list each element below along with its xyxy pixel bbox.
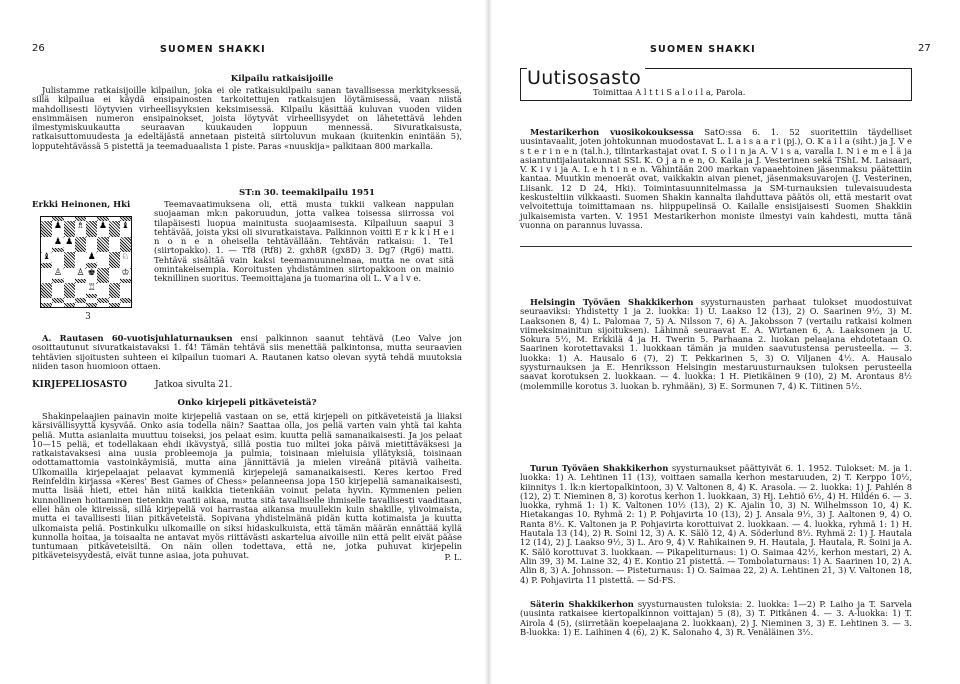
kirjepeli-section — [32, 380, 462, 562]
banner-title: Uutisosasto — [527, 67, 645, 89]
news-divider-1 — [520, 246, 912, 247]
news-banner — [520, 68, 912, 101]
board-square — [109, 283, 120, 298]
chess-piece: ♟ — [53, 236, 62, 247]
kirjepeli-heading: KIRJEPELIOSASTO — [32, 380, 127, 390]
page-number-right: 27 — [918, 43, 931, 54]
chess-piece: ♝ — [121, 221, 130, 232]
board-square — [97, 303, 108, 307]
board-square — [41, 237, 52, 252]
board-square — [86, 268, 97, 283]
board-square — [64, 303, 75, 307]
kirjepeli-title: Onko kirjepeli pitkäveteistä? — [177, 398, 317, 408]
news-lead: Turun Työväen Shakkikerhon — [530, 463, 669, 473]
kirjepeli-signature: P. L. — [444, 551, 462, 562]
board-square — [41, 221, 52, 236]
chess-piece: ♟ — [98, 221, 107, 232]
board-square — [109, 268, 120, 283]
kirjepeli-paragraph: Shakinpelaajien painavin moite kirjepeliä vastaan on se, että kirjepeli on pitkäveteistä ja liiaksi kärsivällisyyttä kysyvää. Onko asia todella näin? Saattaa olla, jos peliä varten vain yhtä tai kahta peliä. Mutta asianlaita muuttuu toiseksi, jos pelaat esim. kuutta peliä samanaikaisesti. Ja jos pelaat 10—15 peliä, et todellakaan ehdi ikävystyä, sillä postia tuo miltei joka päivä mietittäväksesi ja ratkaistavaksesi aina uusia probleemoja ja pulmia, toisinaan mieluisia yllätyksiä, toisinaan odottamattomia vastoinkäymisiä, mutta aina jännittäviä ja mielen vireänä pitäviä vaiheita. Ulkomailla kirjepelaajat pelaavat kymmeniä kirjepelejä samanaikaisesti. Keres kertoo Fred Reinfeldin kirjassa «Keres' Best Games of Chess» pelanneensa jopa 150 kirjepeliä samanaikaisesti, mutta lisää hieti, ettei hän niitä kaikkia tietenkään voinut pelata hyvin. Kymmenien pelien kunnollinen hoitaminen tietenkin vaatii aikaa, mutta sitä tavalliselle ihmiselle tavallisesti vaaditaan, ellei hän ole kiireissä, sillä kirjepeliä voi harrastaa aikansa muullekin kuin shakille, ylivoimaista, mutta ei tavallisesti liian pitkäveteistä. Sopivana yhdistelmänä pidän kutta kotimaista ja kuutta ulkomaista peliä. Postinkulku ulkomaille on siksi hidaskulkuista, että tämän määrän ennättää kyllä kunnolla hoitaa, ja toisaalta ne antavat myös riittävästi askartelua aivoille niin että pelit eivät pääse tuntumaan pitkäveteisiltä. On näin ollen todettava, että ne, jotka puhuvat kirjepelin pitkäveteisyydestä, eivät tunne asiaa, jota puhuvat. — [32, 411, 462, 561]
board-square — [86, 283, 97, 298]
news-item-turku — [520, 464, 912, 585]
chess-piece: ♟ — [87, 252, 96, 263]
board-square — [75, 252, 86, 267]
board-square — [64, 283, 75, 298]
board-square — [75, 221, 86, 236]
banner-subtitle: Toimittaa A l t t i S a l o i l a, Parola. — [593, 87, 746, 97]
board-square — [97, 221, 108, 236]
news-lead: Säterin Shakkikerhon — [530, 599, 634, 609]
chess-piece: ♟ — [53, 221, 62, 232]
chess-piece: ♖ — [87, 282, 96, 293]
news-text: syysturnaukset päättyivät 6. 1. 1952. Tulokset: M. ja 1. luokka: 1) A. Lehtinen 11 (13), voittaen samalla kerhon mestaruuden, 2) T. Kerppo 10½, kiinnitys 1. lk:n kiertopalkintoon, 3) V. Valtonen 8, 4) K. Arasola. — 2. luokka: 1) J. Pahlén 8 (12), 2) T. Nieminen 8, 3) korotus kerhon 1. luokkaan, 3) Hj. Lehtiö 6½, 4) H. Hildén 6. — 3. luokka, ryhmä 1: 1) K. Valtonen 10½ (13), 2) K. Ajalin 10, 3) N. Wilhelmsson 10, 4) K. Hietakangas 10. Ryhmä 2: 1) P. Pohjavirta 10 (13), 2) J. Ansala 9½, 3) J. Aaltonen 9, 4) O. Ranta 8½. K. Valtonen ja P. Pohjavirta korottuivat 2. luokkaan. — 4. luokka, ryhmä 1: 1) H. Hautala 13 (14), 2) R. Soini 12, 3) A. K. Sälö 12, 4) A. Söderlund 8½. Ryhmä 2: 1) J. Hautala 12 (14), 2) J. Laakso 9½, 3) L. Aro 9, 4) V. Rahikainen 9. H. Hautala, J. Hautala, R. Soini ja A. K. Sälö korottuvat 3. luokkaan. — Pikapeliturnaus: 1) O. Saimaa 42½, kerhon mestari, 2) A. Alin 39, 3) M. Laine 32, 4) E. Kontio 21 pistettä. — Tombolaturnaus: 1) A. Saarinen 10, 2) A. Alin 8, 3) A. Johnsson. — Pisteturnaus: 1) O. Saimaa 22, 2) A. Lehtinen 21, 3) V. Valtonen 18, 4) P. Pohjavirta 11 pistettä. — Sd-FS. — [520, 463, 912, 585]
running-head-right: SUOMEN SHAKKI — [650, 44, 756, 55]
page-number-left: 26 — [32, 43, 45, 54]
board-square — [120, 221, 131, 236]
kilpailu-section — [32, 72, 462, 151]
board-square — [64, 268, 75, 283]
board-square — [109, 252, 120, 267]
board-square — [97, 252, 108, 267]
board-square — [109, 237, 120, 252]
kilpailu-title: Kilpailu ratkaisijoille — [230, 74, 334, 84]
board-square — [120, 303, 131, 307]
board-square — [75, 268, 86, 283]
problem-title: ST:n 30. teemakilpailu 1951 — [239, 188, 375, 198]
board-square — [41, 268, 52, 283]
diagram-number: 3 — [85, 312, 91, 322]
problem-paragraph: Teemavaatimuksena oli, että musta tukkii valkean nappulan suojaaman mk:n pakoruudun, jotta valkea toisessa siirrossa voi tilapäisesti luopua mainitusta suojaamisesta. Kilpailuun saapui 3 tehtävää, joista yksi oli sivuratkaistava. Palkinnon voitti E r k k i H e i n o n e n oheisella tehtävällään. Tehtävän ratkaisu: 1. Te1 (siirtopakko). 1. — Tf8 (Rf8) 2. gxh8R (gx8D) 3. Dg7 (Rg6) matti. Tehtävä sisältää vain kaksi teemamuunnelmaa, mutta ne ovat sitä omintakeisempia. Koroitusten yhdistäminen siirtopakkoon on mainio teknillinen suoritus. Teemoittajana ja tuomarina oli L. V a l v e. — [154, 199, 454, 284]
news-text: SatO:ssa 6. 1. 52 suoritettiin täydelliset uusintavaalit, joten johtokunnan muodostavat L. L a i s a a r i (pj.), O. K a i l a (siht.) ja J. V e s t e r i n e n (tal.h.), tilintarkastajat ovat I. S o l i n ja A. V i s a, varalla I. N i e m e l ä ja asiantuntijalautakunnat SSL K. O j a n e n, O. Kaila ja J. Vesterinen sekä TShL M. Laisaari, V. K i v i ja A. L e h t i n e n. Vähintään 200 markan vapaaehtoinen jäsenmaksu päätettiin kantaa. Muutkin menoerät ovat, vaikkakin aivan pienet, jäsenmaksuvarojen (J. Vesterinen, Liisank. 12 D 24, Hki). Toimintasuunnitelmassa ja SM-turnauksien tulevaisuudesta keskusteltiin vilkkaasti. Suomen Shakin kannalta ilahduttava päätös oli, että mestarit ovat velvoitettuja toimittamaan ns. hiippupelinsä O. Kailalle ensisijaisesti Suomen Shakkiin julkaisemista varten. V. 1951 Mestarikerhon moniste ilmestyi vain kahdesti, mutta tänä vuonna on parannus luvassa. — [520, 127, 912, 230]
board-square — [120, 268, 131, 283]
board-square — [52, 237, 63, 252]
problem-section — [32, 186, 462, 322]
board-square — [97, 283, 108, 298]
board-square — [52, 268, 63, 283]
board-square — [52, 283, 63, 298]
board-square — [120, 237, 131, 252]
chess-piece: ♘ — [121, 252, 130, 263]
board-square — [86, 237, 97, 252]
rautasen-text: ensi palkinnon saanut tehtävä (Leo Valve jon osoittautunut sivuratkaistavaksi 1. f4! Tämän tehtävä siis menettää palkintonsa, mutta seuraavien tehtävien sijoitusten suhteen ei kilpailun tuomari A. Rautanen katso olevan syytä tehdä muutoksia niiden tason huomioon ottaen. — [32, 333, 462, 371]
board-square — [97, 268, 108, 283]
chess-piece: ♝ — [42, 252, 51, 263]
news-item-helsinki — [520, 298, 912, 391]
problem-author: Erkki Heinonen, Hki — [32, 200, 131, 210]
board-square — [120, 252, 131, 267]
board-square — [120, 283, 131, 298]
chess-piece: ♚ — [87, 267, 96, 278]
board-square — [41, 283, 52, 298]
board-square — [109, 303, 120, 307]
board-square — [64, 221, 75, 236]
chess-piece: ♙ — [53, 267, 62, 278]
news-text: syysturnausten tuloksia: 2. luokka: 1—2) P. Laiho ja T. Sarvela (uusinta ratkaisee kiertopalkinnon voittajan) 5 (8), 3) T. Pitkänen 4. — 3. A-luokka: 1) T. Airola 4 (5), (siirretään koepelaajana 2. luokkaan), 2) J. Nieminen 3, 3) E. Lehtinen 3. — 3. B-luokka: 1) E. Laihinen 4 (6), 2) K. Salonaho 4, 3) R. Venäläinen 3½. — [520, 599, 912, 637]
board-square — [52, 252, 63, 267]
board-square — [86, 252, 97, 267]
board-square — [75, 237, 86, 252]
news-text: syysturnausten parhaat tulokset muodostuivat seuraaviksi: Yhdistetty 1 ja 2. luokka: 1) U. Laakso 12 (13), 2) O. Saarinen 9½, 3) M. Laaksonen 8, 4) L. Palomaa 7, 5) A. Nilsson 7, 6) A. Jakobsson 7 (vertailu ratkaisi kolmen viimeksimainitun sijoituksen). Lähinnä seuraavat E. A. Wirtanen 6, A. Laaksonen ja U. Sokura 5½, M. Erkkilä 4 ja H. Twerin 5. Parhaana 2. luokan pelaajana ehdotetaan O. Saarinen korotettavaksi 1. luokkaan tämän ja muiden saavutustensa perusteella. — 3. luokka: 1) A. Hausalo 6 (7), 2) T. Pekkarinen 5, 3) O. Viljanen 4½. A. Hausalo syysturnauksen ja E. Henriksson Helsingin mestaruusturnauksen tuloksen perusteella saavat korotuksen 2. luokkaan. — 4. luokka: 1 H. Pietikäinen 9 (10), 2) M. Arontaus 8½ (molemmille korotus 3. luokan b. ryhmään), 3) E. Sormunen 7, 4) K. Tiitinen 5½. — [520, 297, 912, 391]
board-square — [86, 303, 97, 307]
board-square — [64, 252, 75, 267]
board-square — [97, 237, 108, 252]
board-square — [75, 303, 86, 307]
chess-piece: ♗ — [76, 221, 85, 232]
news-item-mestarikerho — [520, 128, 912, 230]
board-square — [64, 237, 75, 252]
board-square — [52, 221, 63, 236]
chess-piece: ♔ — [121, 267, 130, 278]
news-lead: Mestarikerhon vuosikokouksessa — [530, 127, 694, 137]
chess-piece: ♙ — [76, 267, 85, 278]
chess-diagram — [40, 216, 132, 308]
running-head-left: SUOMEN SHAKKI — [160, 44, 266, 55]
rautasen-lead: A. Rautasen 60-vuotisjuhlaturnauksen — [42, 333, 233, 343]
board-square — [52, 303, 63, 307]
board-square — [41, 252, 52, 267]
news-lead: Helsingin Työväen Shakkikerhon — [530, 297, 694, 307]
kilpailu-paragraph: Julistamme ratkaisijoille kilpailun, joka ei ole ratkaisukilpailu sanan tavallisessa merkityksessä, sillä kilpailua ei käydä ensipainosten tarkoitettujen ratkaisujen löytämisessä, vaan niistä mahdollisesti löytyvien virheellisyyksien keksimisessä. Kilpailu käsittää kuluvan vuoden viiden ensimmäisen numeron ensipainokset, joista löytyvät virheellisyydet on lähetettävä lehden ilmestymiskuukautta seuraavan kuukauden loppuun mennessä. Sivuratkaisusta, ratkaisuttomuudesta ja edeltäjästä annetaan pisteitä siirtoluvun mukaan (kuitenkin enintään 5), lopputehtävässä 5 pistettä ja teemaduaalista 1 piste. Paras «nuuskija» palkitaan 800 markalla. — [32, 85, 462, 151]
news-item-sateri — [520, 600, 912, 637]
board-square — [86, 221, 97, 236]
chess-piece: ♟ — [65, 236, 74, 247]
board-square — [75, 283, 86, 298]
rautasen-section — [32, 334, 462, 371]
kirjepeli-sub: Jatkoa sivulta 21. — [154, 380, 233, 390]
board-square — [109, 221, 120, 236]
board-square — [41, 303, 52, 307]
